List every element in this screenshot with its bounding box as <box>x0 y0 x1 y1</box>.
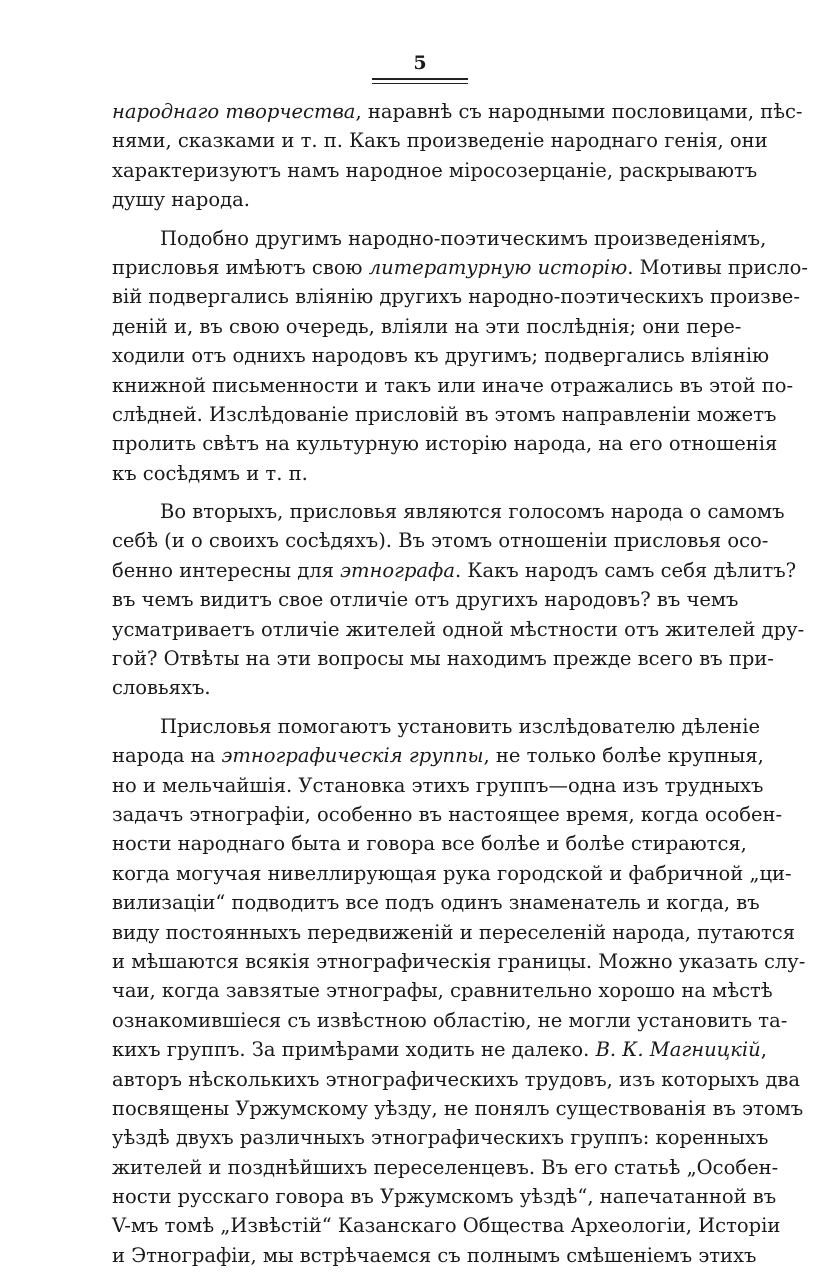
text-segment: словьяхъ. <box>112 676 211 700</box>
text-segment: характеризуютъ намъ народное міросозерцаніе, раскрываютъ <box>112 158 758 182</box>
text-segment: въ чемъ видитъ свое отличіе отъ другихъ народовъ? въ чемъ <box>112 588 739 612</box>
text-line <box>112 741 764 770</box>
paragraph <box>112 712 806 1270</box>
emphasis-text: литературную исторію <box>368 255 628 279</box>
paragraph <box>112 497 805 703</box>
text-line <box>112 673 722 702</box>
text-line <box>112 400 777 429</box>
text-line <box>112 771 764 800</box>
text-line <box>112 185 722 214</box>
text-segment: присловья имѣютъ свою <box>112 255 369 279</box>
text-segment: уѣздѣ двухъ различныхъ этнографическихъ группъ: коренныхъ <box>112 1126 769 1150</box>
text-line <box>112 947 806 976</box>
text-segment: Присловья помогаютъ установить изслѣдователю дѣленіе <box>160 714 761 738</box>
emphasis-text: этнографическія группы <box>221 744 484 768</box>
text-segment: нями, сказками и т. п. Какъ произведеніе народнаго генія, они <box>112 129 768 153</box>
text-segment: но и мельчайшія. Установка этихъ группъ—одна изъ трудныхъ <box>112 773 764 797</box>
text-segment: и мѣшаются всякія этнографическія границы. Можно указать слу- <box>112 949 806 973</box>
text-segment: кихъ группъ. За примѣрами ходить не далеко. <box>112 1038 596 1062</box>
text-line <box>112 1123 769 1152</box>
text-segment: посвящены Уржумскому уѣзду, не понялъ существованія въ этомъ <box>112 1096 804 1120</box>
text-segment: чаи, когда завзятые этнографы, сравнительно хорошо на мѣстѣ <box>112 979 773 1003</box>
text-line <box>112 556 797 585</box>
text-line <box>112 644 774 673</box>
text-segment: себѣ (и о своихъ сосѣдяхъ). Въ этомъ отношеніи присловья осо- <box>112 529 769 553</box>
text-line <box>112 526 769 555</box>
text-segment: къ сосѣдямъ и т. п. <box>112 461 308 485</box>
text-segment: усматриваетъ отличіе жителей одной мѣстности отъ жителей дру- <box>112 617 805 641</box>
text-segment: . Какъ народъ самъ себя дѣлитъ? <box>454 558 797 582</box>
text-line <box>112 429 778 458</box>
text-segment: деній и, въ свою очередь, вліяли на эти послѣднія; они пере- <box>112 314 742 338</box>
text-segment: душу народа. <box>112 188 250 212</box>
text-segment: ности русскаго говора въ Уржумскомъ уѣздѣ“, напечатанной въ <box>112 1185 777 1209</box>
text-segment: ности народнаго быта и говора все болѣе и болѣе стираются, <box>112 832 747 856</box>
text-segment: авторъ нѣсколькихъ этнографическихъ трудовъ, изъ которыхъ два <box>112 1067 800 1091</box>
text-segment: книжной письменности и такъ или иначе отражались въ этой по- <box>112 373 794 397</box>
text-segment: , не только болѣе крупныя, <box>483 744 764 768</box>
text-line <box>112 156 758 185</box>
text-segment: слѣдней. Изслѣдованіе присловій въ этомъ направленіи можетъ <box>112 402 777 426</box>
text-segment: народа на <box>112 744 222 768</box>
text-segment: . Мотивы присло- <box>627 255 808 279</box>
text-line <box>112 1211 781 1240</box>
text-line <box>112 859 792 888</box>
text-line <box>112 1094 804 1123</box>
page-number: 5 <box>413 52 427 74</box>
text-segment: вилизаціи“ подводитъ все подъ одинъ знаменатель и когда, въ <box>112 891 760 915</box>
text-line <box>112 800 783 829</box>
text-segment: бенно интересны для <box>112 558 341 582</box>
text-line <box>112 371 794 400</box>
text-segment: ходили отъ однихъ народовъ къ другимъ; подвергались вліянію <box>112 344 770 368</box>
text-line <box>112 615 805 644</box>
body-text <box>112 97 808 1279</box>
text-segment: вій подвергались вліянію другихъ народно-поэтическихъ произве- <box>112 285 800 309</box>
emphasis-text: В. К. Магницкій <box>595 1038 761 1062</box>
text-line <box>112 341 770 370</box>
text-line <box>112 1065 800 1094</box>
text-segment: Подобно другимъ народно-поэтическимъ произведеніямъ, <box>160 226 767 250</box>
text-line <box>112 1182 777 1211</box>
text-segment: задачъ этнографіи, особенно въ настоящее время, когда особен- <box>112 802 783 826</box>
text-segment: виду постоянныхъ передвиженій и переселеній народа, путаются <box>112 920 796 944</box>
text-segment: жителей и позднѣйшихъ переселенцевъ. Въ его статьѣ „Особен- <box>112 1155 779 1179</box>
text-line <box>112 497 785 526</box>
text-line <box>112 976 773 1005</box>
text-line <box>112 282 800 311</box>
text-line <box>112 1153 779 1182</box>
text-line <box>112 224 767 253</box>
text-segment: и Этнографіи, мы встрѣчаемся съ полнымъ смѣшеніемъ этихъ <box>112 1243 757 1267</box>
text-line <box>112 312 742 341</box>
paragraph <box>112 224 808 489</box>
header-rule-thick <box>372 78 468 80</box>
text-line <box>112 585 739 614</box>
text-line <box>112 1241 757 1270</box>
emphasis-text: этнографа <box>340 558 455 582</box>
text-line <box>112 712 761 741</box>
text-line <box>112 1006 788 1035</box>
text-line <box>112 918 796 947</box>
paragraph <box>112 97 803 215</box>
text-segment: , <box>760 1038 767 1062</box>
emphasis-text: народнаго творчества <box>112 100 356 123</box>
text-line <box>112 459 722 488</box>
text-segment: пролить свѣтъ на культурную исторію народа, на его отношенія <box>112 432 778 456</box>
text-segment: , наравнѣ съ народными пословицами, пѣс- <box>355 100 803 123</box>
text-segment: когда могучая нивеллирующая рука городской и фабричной „ци- <box>112 861 792 885</box>
text-line <box>112 829 747 858</box>
text-line <box>112 253 808 282</box>
text-line <box>112 888 760 917</box>
text-segment: гой? Отвѣты на эти вопросы мы находимъ прежде всего въ при- <box>112 647 774 671</box>
text-line <box>112 126 768 155</box>
text-segment: ознакомившіеся съ извѣстною областію, не могли установить та- <box>112 1008 788 1032</box>
text-segment: V-мъ томѣ „Извѣстій“ Казанскаго Общества Археологіи, Исторіи <box>112 1214 781 1238</box>
text-segment: Во вторыхъ, присловья являются голосомъ народа о самомъ <box>160 500 785 524</box>
header-rule-thin <box>372 83 468 84</box>
text-line <box>112 97 803 126</box>
text-line <box>112 1035 767 1064</box>
